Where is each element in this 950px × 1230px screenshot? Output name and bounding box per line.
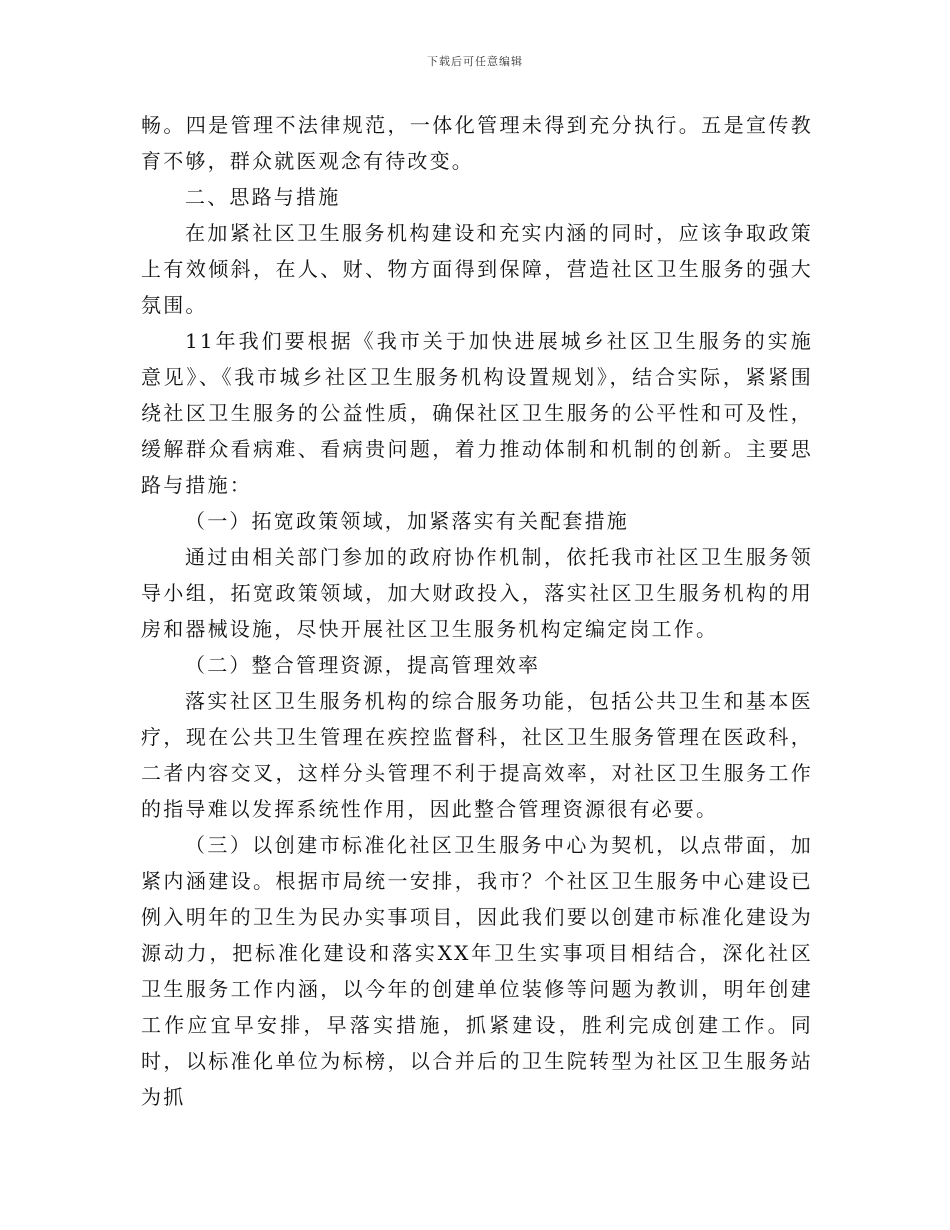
document-body: [141, 107, 813, 1115]
paragraph-continuation: 畅。四是管理不法律规范，一体化管理未得到充分执行。五是宣传教育不够，群众就医观念有待改变。: [141, 113, 813, 173]
paragraph-subheading-3: （三）以创建市标准化社区卫生服务中心为契机，以点带面，加紧内涵建设。根据市局统一安排，我市？个社区卫生服务中心建设已例入明年的卫生为民办实事项目，因此我们要以创建市标准化建设为源动力，把标准化建设和落实XX年卫生实事项目相结合，深化社区卫生服务工作内涵，以今年的创建单位装修等问题为教训，明年创建工作应宜早安排，早落实措施，抓紧建设，胜利完成创建工作。同时，以标准化单位为标榜，以合并后的卫生院转型为社区卫生服务站为抓: [141, 833, 813, 1109]
paragraph: 11年我们要根据《我市关于加快进展城乡社区卫生服务的实施意见》、《我市城乡社区卫生服务机构设置规划》，结合实际，紧紧围绕社区卫生服务的公益性质，确保社区卫生服务的公平性和可及性，缓解群众看病难、看病贵问题，着力推动体制和机制的创新。主要思路与措施：: [141, 329, 813, 497]
paragraph: 通过由相关部门参加的政府协作机制，依托我市社区卫生服务领导小组，拓宽政策领域，加大财政投入，落实社区卫生服务机构的用房和器械设施，尽快开展社区卫生服务机构定编定岗工作。: [141, 545, 813, 641]
subheading-2: （二）整合管理资源，提高管理效率: [185, 653, 541, 677]
paragraph: 落实社区卫生服务机构的综合服务功能，包括公共卫生和基本医疗，现在公共卫生管理在疾控监督科，社区卫生服务管理在医政科，二者内容交叉，这样分头管理不利于提高效率，对社区卫生服务工作的指导难以发挥系统性作用，因此整合管理资源很有必要。: [141, 689, 813, 821]
section-heading-ideas-measures: 二、思路与措施: [185, 185, 341, 209]
paragraph: 在加紧社区卫生服务机构建设和充实内涵的同时，应该争取政策上有效倾斜，在人、财、物方面得到保障，营造社区卫生服务的强大氛围。: [141, 221, 813, 317]
page-header: 下载后可任意编辑: [427, 55, 523, 68]
subheading-1: （一）拓宽政策领域，加紧落实有关配套措施: [185, 509, 629, 533]
